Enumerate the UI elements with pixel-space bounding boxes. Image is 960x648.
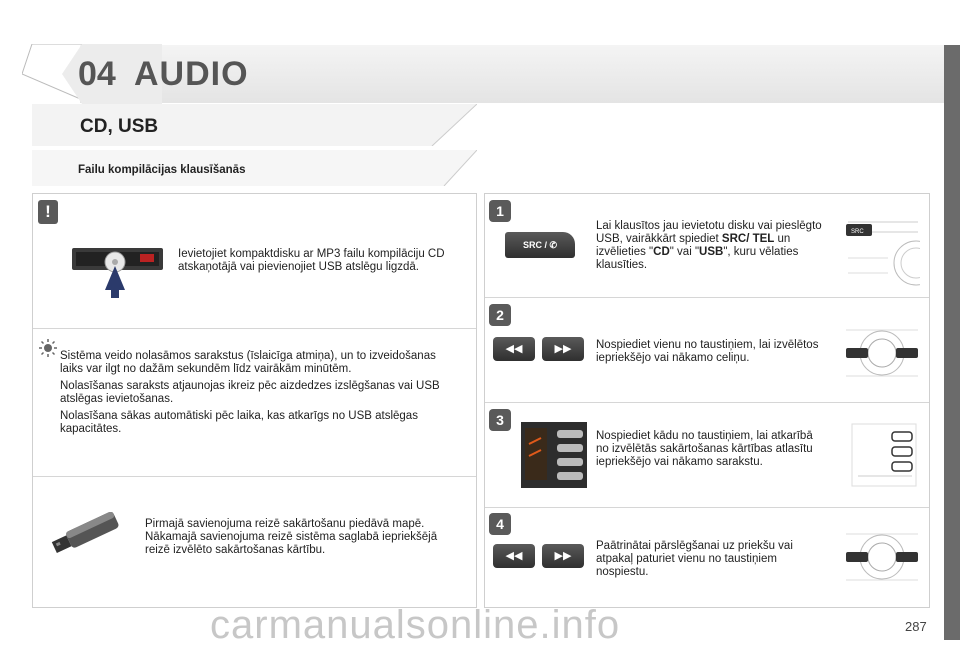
right-divider-1 bbox=[485, 297, 929, 298]
next-button[interactable] bbox=[542, 337, 584, 361]
step-1-cd-keyword: CD bbox=[653, 246, 670, 258]
info-paragraph: Nolasīšanas saraksts atjaunojas ikreiz pēc aizdedzes izslēgšanas vai USB atslēgas ievietošanas. bbox=[60, 380, 440, 405]
previous-icon: ◀◀ bbox=[505, 343, 523, 355]
step-1-text-part: un izvēlieties " bbox=[596, 233, 791, 258]
src-tel-button[interactable] bbox=[505, 232, 575, 258]
section-subtitle: Failu kompilācijas klausīšanās bbox=[78, 164, 246, 176]
left-divider-2 bbox=[33, 476, 476, 477]
right-divider-3 bbox=[485, 507, 929, 508]
step-4-text: Paātrinātai pārslēgšanai uz priekšu vai atpakaļ paturiet vienu no taustiņiem nospiestu. bbox=[596, 540, 793, 578]
info-sun-icon bbox=[38, 338, 58, 358]
radio-unit-seek-icon bbox=[842, 318, 922, 388]
bluetooth-steering-icon bbox=[521, 422, 587, 488]
info-paragraph: Nolasīšana sākas automātiski pēc laika, kas atkarīgs no USB atslēgas kapacitātes. bbox=[60, 410, 418, 435]
step-2-badge: 2 bbox=[489, 304, 511, 326]
step-1-badge: 1 bbox=[489, 200, 511, 222]
svg-text:SRC: SRC bbox=[851, 229, 864, 235]
previous-button[interactable] bbox=[493, 337, 535, 361]
chapter-number: 04 bbox=[78, 55, 116, 93]
usb-stick-icon bbox=[46, 512, 126, 558]
previous-icon: ◀◀ bbox=[505, 550, 523, 562]
radio-unit-seek-icon bbox=[842, 522, 922, 592]
info-text-block bbox=[60, 350, 460, 440]
radio-unit-src-icon bbox=[838, 218, 920, 288]
step-1-text-part: " vai " bbox=[669, 246, 700, 258]
section-title: CD, USB bbox=[80, 116, 159, 137]
chapter-title: AUDIO bbox=[134, 55, 249, 93]
next-icon: ▶▶ bbox=[554, 550, 572, 562]
step-3-badge: 3 bbox=[489, 409, 511, 431]
src-tel-label: SRC / ✆ bbox=[522, 240, 558, 250]
step-2-text: Nospiediet vienu no taustiņiem, lai izvēlētos iepriekšējo vai nākamo celiņu. bbox=[596, 339, 819, 364]
first-connection-text: Pirmajā savienojuma reizē sakārtošanu piedāvā mapē. Nākamajā savienojuma reizē sistēma saglabā iepriekšējā reizē izvēlēto sakārtošanas kārtību. bbox=[145, 518, 438, 556]
step-3-text: Nospiediet kādu no taustiņiem, lai atkarībā no izvēlētās sakārtošanas kārtības atlasītu iepriekšējo vai nākamo sarakstu. bbox=[596, 430, 813, 468]
info-paragraph: Sistēma veido nolasāmos sarakstus (īslaicīga atmiņa), un to izveidošanas laiks var ilgt no dažām sekundēm līdz vairākām minūtēm. bbox=[60, 350, 436, 375]
fast-forward-button[interactable] bbox=[542, 544, 584, 568]
step-1-usb-keyword: USB bbox=[699, 246, 724, 258]
step-1-text bbox=[596, 220, 826, 272]
step-4-badge: 4 bbox=[489, 513, 511, 535]
insert-instructions: Ievietojiet kompaktdisku ar MP3 failu kompilāciju CD atskaņotājā vai pievienojiet USB atslēgu ligzdā. bbox=[178, 248, 445, 273]
cd-player-icon bbox=[70, 240, 165, 300]
watermark: carmanualsonline.info bbox=[210, 603, 621, 647]
rewind-button[interactable] bbox=[493, 544, 535, 568]
left-divider-1 bbox=[33, 328, 476, 329]
warning-icon: ! bbox=[38, 200, 58, 224]
steering-controls-icon bbox=[846, 420, 920, 490]
right-divider-2 bbox=[485, 402, 929, 403]
step-1-text-part: Lai klausītos jau ievietotu disku vai pieslēgto USB, vairākkārt spiediet bbox=[596, 220, 822, 245]
page-number: 287 bbox=[905, 619, 927, 634]
step-1-src-tel-keyword: SRC/ TEL bbox=[721, 233, 775, 245]
next-icon: ▶▶ bbox=[554, 343, 572, 355]
side-tab-strip bbox=[944, 45, 960, 640]
step-1-text-part: ", kuru vēlaties klausīties. bbox=[596, 246, 799, 271]
